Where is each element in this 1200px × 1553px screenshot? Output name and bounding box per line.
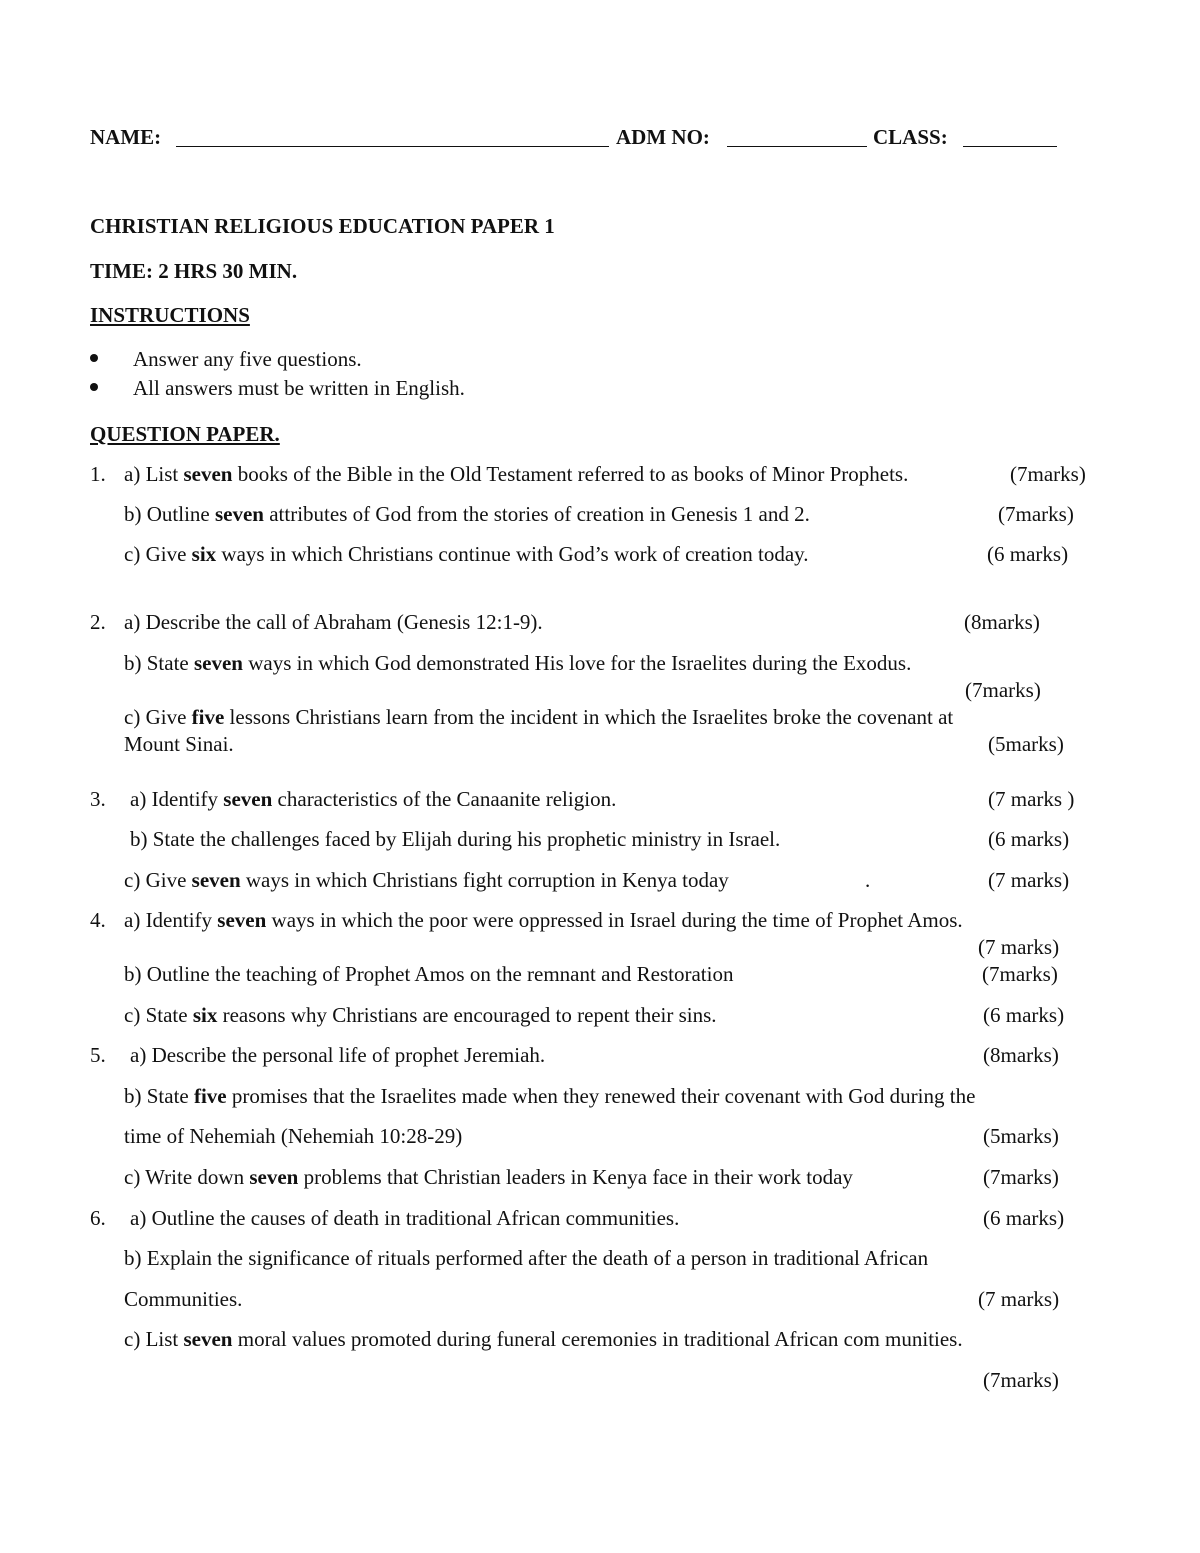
name-blank-line[interactable]: [176, 146, 609, 147]
marks: (6 marks): [983, 1206, 1065, 1230]
time-allowed: TIME: 2 HRS 30 MIN.: [90, 259, 298, 283]
marks: (5marks): [983, 1124, 1059, 1148]
question-part: a) Describe the personal life of prophet Jeremiah.: [130, 1043, 546, 1067]
marks: (8marks): [983, 1043, 1059, 1067]
question-number: 2.: [90, 610, 106, 634]
question-number: 1.: [90, 462, 106, 486]
class-label: CLASS:: [873, 125, 948, 149]
marks: (6 marks): [988, 827, 1070, 851]
question-part: c) Give six ways in which Christians continue with God’s work of creation today.: [124, 542, 809, 566]
instruction-item: Answer any five questions.: [133, 347, 362, 371]
paper-title: CHRISTIAN RELIGIOUS EDUCATION PAPER 1: [90, 214, 555, 238]
marks: (5marks): [988, 732, 1064, 756]
question-part: a) Identify seven characteristics of the Canaanite religion.: [130, 787, 617, 811]
question-part-continuation: Mount Sinai.: [124, 732, 234, 756]
adm-no-label: ADM NO:: [616, 125, 710, 149]
question-part: c) Give seven ways in which Christians fight corruption in Kenya today: [124, 868, 729, 892]
question-part: b) State seven ways in which God demonstrated His love for the Israelites during the Exodus.: [124, 651, 912, 675]
marks: (7marks): [983, 1368, 1059, 1392]
question-number: 3.: [90, 787, 106, 811]
question-part: c) List seven moral values promoted during funeral ceremonies in traditional African com munities.: [124, 1327, 963, 1351]
question-part: c) Write down seven problems that Christian leaders in Kenya face in their work today: [124, 1165, 853, 1189]
bullet-icon: [90, 383, 98, 391]
question-part: b) State five promises that the Israelites made when they renewed their covenant with God during the: [124, 1084, 976, 1108]
stray-dot: .: [865, 868, 871, 892]
question-part: a) Identify seven ways in which the poor were oppressed in Israel during the time of Prophet Amos.: [124, 908, 963, 932]
question-part: c) Give five lessons Christians learn from the incident in which the Israelites broke the covenant at: [124, 705, 954, 729]
marks: (7marks): [982, 962, 1058, 986]
question-part: a) List seven books of the Bible in the Old Testament referred to as books of Minor Prophets.: [124, 462, 909, 486]
marks: (8marks): [964, 610, 1040, 634]
marks: (7marks): [965, 678, 1041, 702]
question-number: 5.: [90, 1043, 106, 1067]
question-part: a) Describe the call of Abraham (Genesis 12:1-9).: [124, 610, 543, 634]
question-paper-heading: QUESTION PAPER.: [90, 422, 280, 446]
marks: (7marks): [998, 502, 1074, 526]
bullet-icon: [90, 354, 98, 362]
marks: (7 marks): [978, 1287, 1060, 1311]
question-part: b) Outline the teaching of Prophet Amos on the remnant and Restoration: [124, 962, 734, 986]
marks: (7 marks ): [988, 787, 1075, 811]
question-part: b) State the challenges faced by Elijah during his prophetic ministry in Israel.: [130, 827, 781, 851]
marks: (7 marks): [978, 935, 1060, 959]
marks: (6 marks): [983, 1003, 1065, 1027]
marks: (7 marks): [988, 868, 1070, 892]
marks: (7marks): [1010, 462, 1086, 486]
question-number: 6.: [90, 1206, 106, 1230]
question-part: c) State six reasons why Christians are encouraged to repent their sins.: [124, 1003, 717, 1027]
question-number: 4.: [90, 908, 106, 932]
instruction-item: All answers must be written in English.: [133, 376, 465, 400]
name-label: NAME:: [90, 125, 162, 149]
question-part-continuation: Communities.: [124, 1287, 243, 1311]
instructions-heading: INSTRUCTIONS: [90, 303, 250, 327]
class-blank-line[interactable]: [963, 146, 1057, 147]
marks: (6 marks): [987, 542, 1069, 566]
marks: (7marks): [983, 1165, 1059, 1189]
question-part: a) Outline the causes of death in traditional African communities.: [130, 1206, 680, 1230]
question-part: b) Outline seven attributes of God from the stories of creation in Genesis 1 and 2.: [124, 502, 810, 526]
question-part-continuation: time of Nehemiah (Nehemiah 10:28-29): [124, 1124, 463, 1148]
question-part: b) Explain the significance of rituals performed after the death of a person in traditional African: [124, 1246, 929, 1270]
adm-no-blank-line[interactable]: [727, 146, 867, 147]
